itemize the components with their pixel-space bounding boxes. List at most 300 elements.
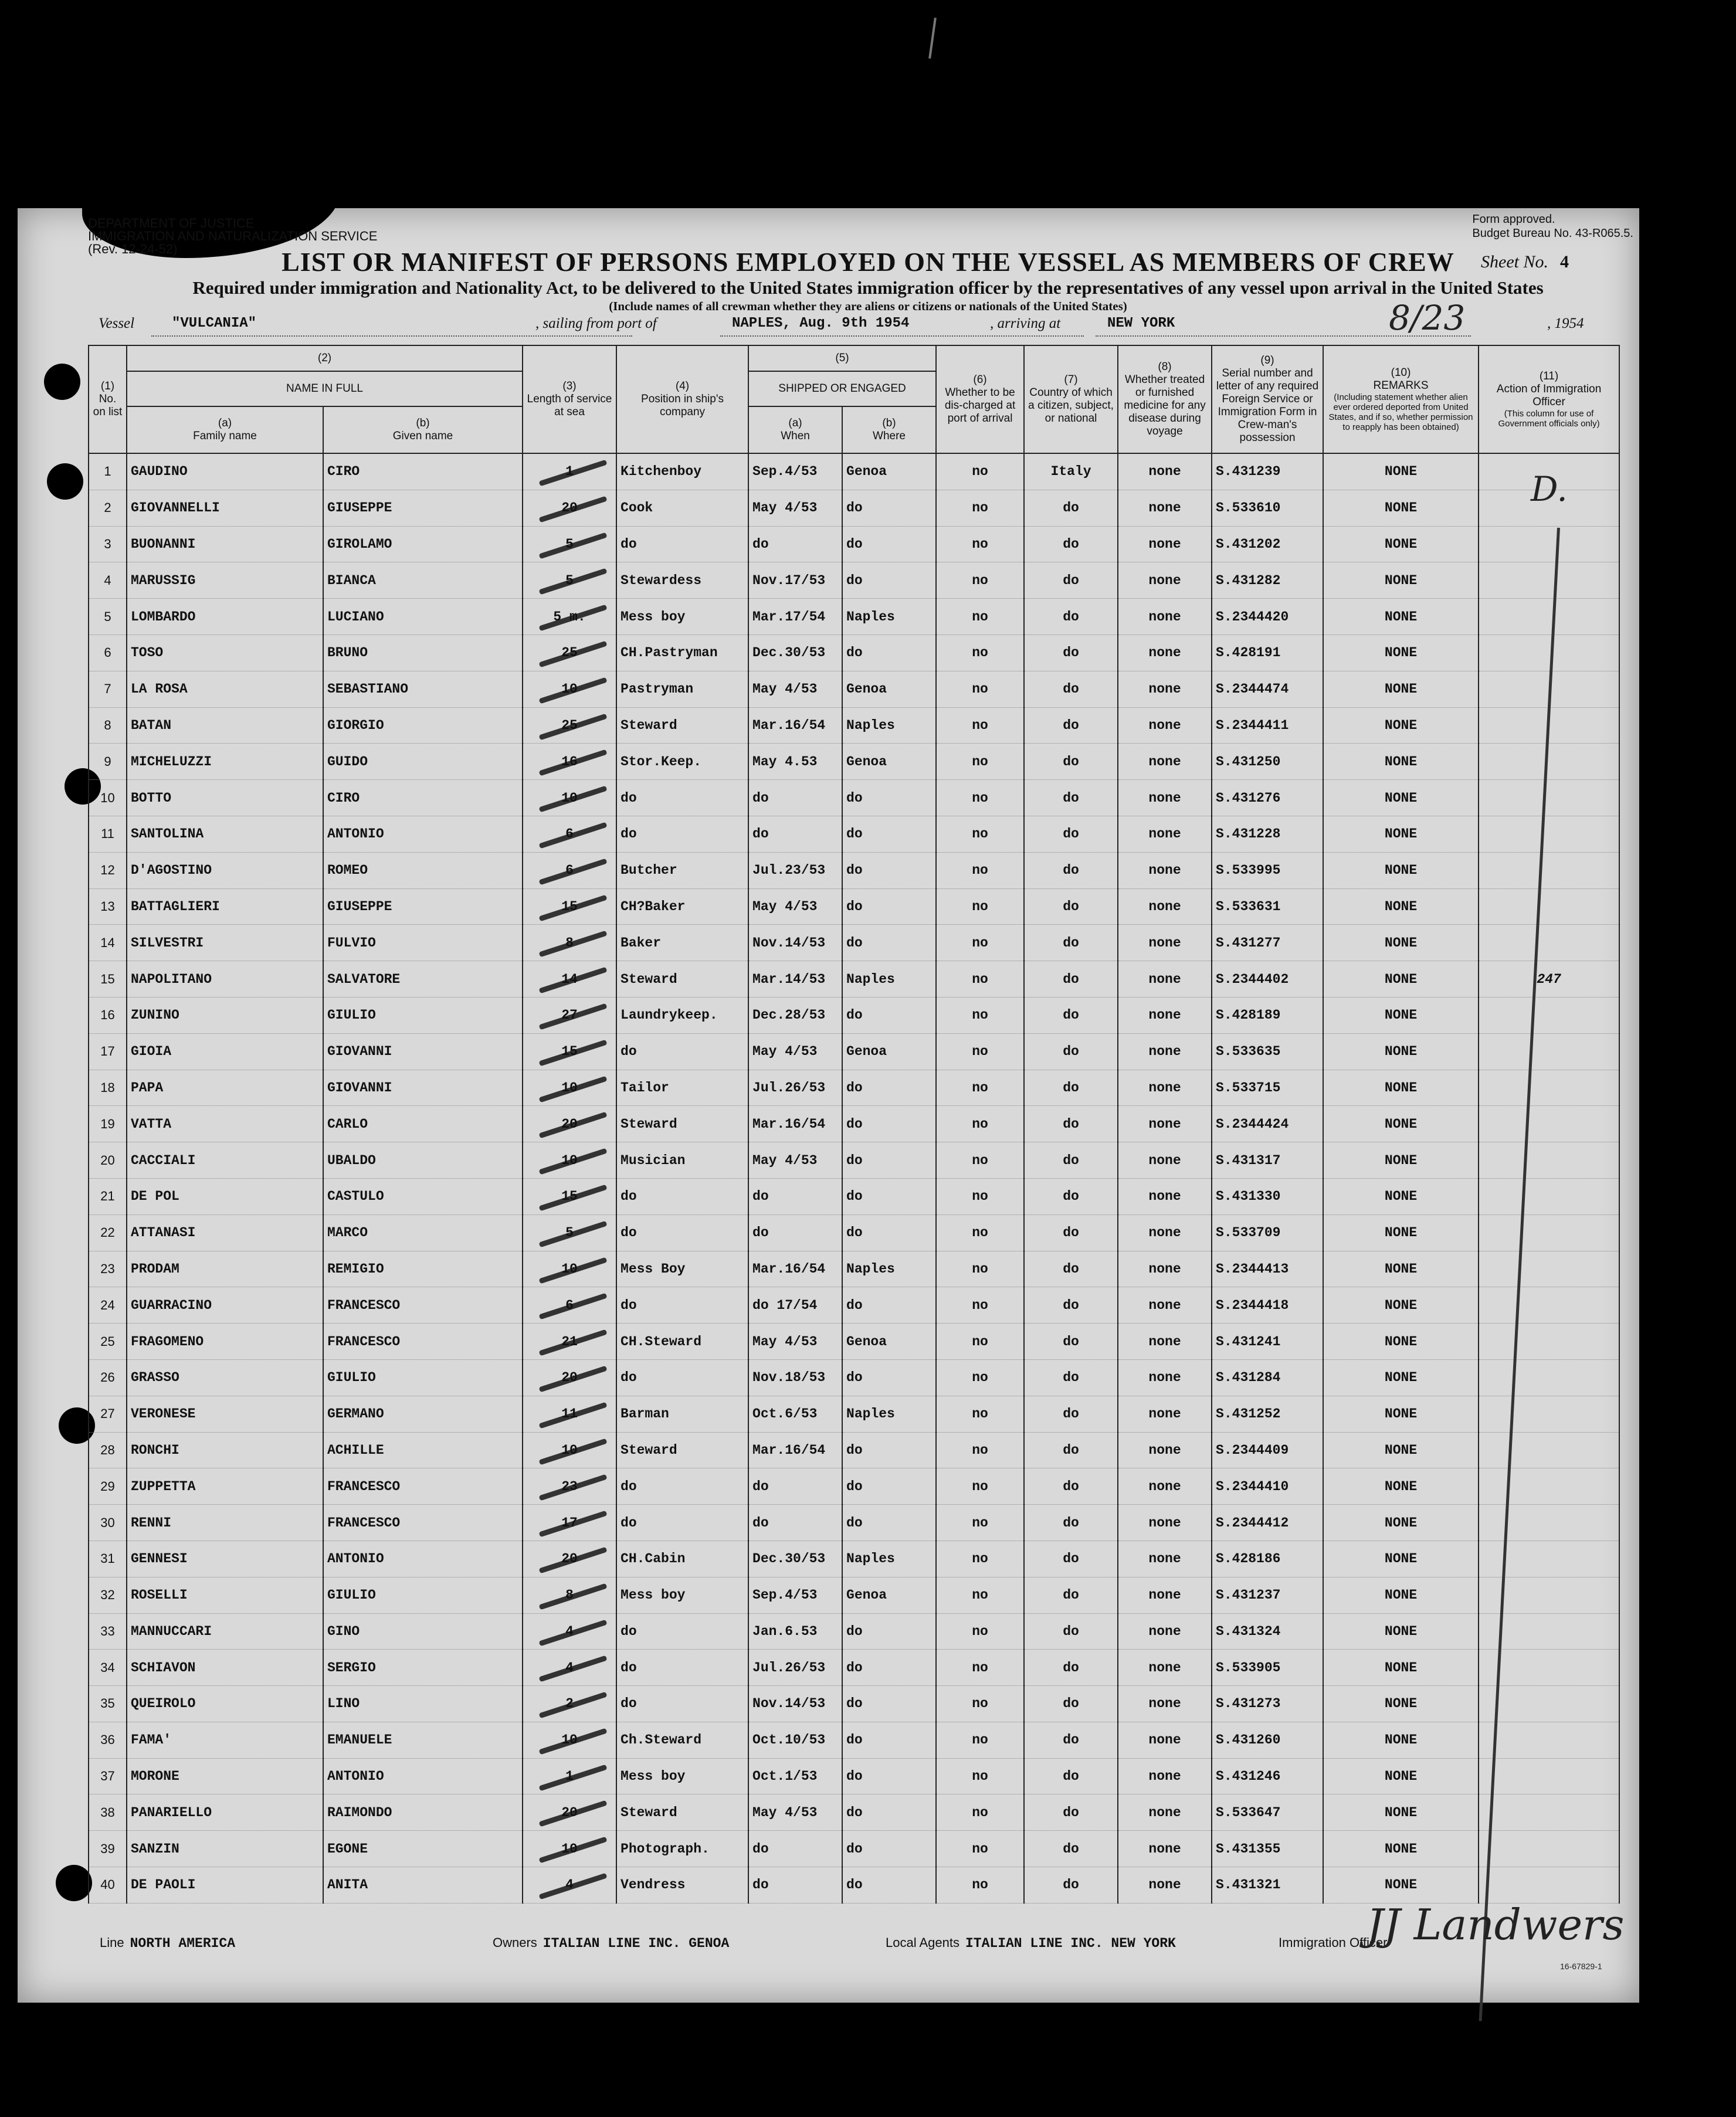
serial-number-cell: S.428186 [1212, 1541, 1323, 1577]
serial-number-cell: S.2344402 [1212, 961, 1323, 998]
immigration-action-cell [1479, 1758, 1619, 1794]
treated-cell: none [1118, 490, 1212, 526]
row-number-cell: 21 [89, 1178, 127, 1214]
crew-rows [89, 453, 1619, 1903]
shipped-when-cell: do [748, 1178, 842, 1214]
shipped-when-cell: Sep.4/53 [748, 453, 842, 490]
remarks-cell: NONE [1323, 1686, 1479, 1722]
service-value: 6 [565, 826, 574, 842]
position-cell: do [616, 526, 748, 562]
table-row [89, 816, 1619, 852]
immigration-action-cell [1479, 1106, 1619, 1142]
treated-cell: none [1118, 635, 1212, 671]
table-row [89, 1214, 1619, 1251]
discharged-cell: no [936, 1505, 1024, 1541]
col-action: (11) Action of Immigration Officer (This column for use of Government officials only) [1479, 345, 1619, 453]
shipped-where-cell: do [842, 526, 936, 562]
position-cell: Steward [616, 1106, 748, 1142]
position-cell: do [616, 1214, 748, 1251]
page-subnote: (Include names of all crewman whether they are aliens or citizens or nationals of the United States) [609, 299, 1127, 313]
table-row [89, 744, 1619, 780]
row-number-cell: 40 [89, 1867, 127, 1904]
discharged-cell: no [936, 997, 1024, 1033]
discharged-cell: no [936, 925, 1024, 961]
given-name-cell: GIORGIO [323, 707, 523, 744]
service-value: 6 [565, 1297, 574, 1313]
shipped-where-cell: do [842, 816, 936, 852]
position-cell: Cook [616, 490, 748, 526]
row-number-cell: 12 [89, 852, 127, 888]
shipped-where-cell: do [842, 1142, 936, 1179]
immigration-action-cell [1479, 635, 1619, 671]
immigration-action-cell [1479, 1324, 1619, 1360]
immigration-action-cell [1479, 1359, 1619, 1396]
service-length-cell [523, 707, 616, 744]
discharged-cell: no [936, 1070, 1024, 1106]
family-name-cell: RONCHI [127, 1432, 323, 1468]
country-cell: do [1024, 490, 1118, 526]
service-value: 10 [561, 1732, 578, 1748]
service-length-cell [523, 562, 616, 599]
remarks-cell: NONE [1323, 1070, 1479, 1106]
serial-number-cell: S.431252 [1212, 1396, 1323, 1432]
service-value: 1 [565, 1769, 574, 1784]
immigration-action-cell [1479, 1214, 1619, 1251]
position-cell: Steward [616, 961, 748, 998]
family-name-cell: MARUSSIG [127, 562, 323, 599]
service-length-cell [523, 453, 616, 490]
given-name-cell: FULVIO [323, 925, 523, 961]
shipped-when-cell: Mar.16/54 [748, 707, 842, 744]
immigration-action-cell [1479, 1867, 1619, 1904]
family-name-cell: SANZIN [127, 1831, 323, 1867]
table-row [89, 1722, 1619, 1758]
remarks-cell: NONE [1323, 744, 1479, 780]
shipped-where-cell: do [842, 1686, 936, 1722]
serial-number-cell: S.533635 [1212, 1033, 1323, 1070]
given-name-cell: CASTULO [323, 1178, 523, 1214]
shipped-where-cell: do [842, 1214, 936, 1251]
col-where: (b) Where [842, 406, 936, 453]
shipped-when-cell: Nov.18/53 [748, 1359, 842, 1396]
discharged-cell: no [936, 744, 1024, 780]
treated-cell: none [1118, 1794, 1212, 1831]
immigration-action-cell [1479, 1505, 1619, 1541]
family-name-cell: DE POL [127, 1178, 323, 1214]
row-number-cell: 11 [89, 816, 127, 852]
shipped-when-cell: Sep.4/53 [748, 1577, 842, 1613]
service-value: 4 [565, 1660, 574, 1675]
shipped-where-cell: do [842, 562, 936, 599]
country-cell: do [1024, 526, 1118, 562]
given-name-cell: GIROLAMO [323, 526, 523, 562]
shipped-when-cell: Mar.14/53 [748, 961, 842, 998]
shipped-when-cell: Nov.14/53 [748, 925, 842, 961]
table-row [89, 526, 1619, 562]
family-name-cell: PAPA [127, 1070, 323, 1106]
service-length-cell [523, 1178, 616, 1214]
position-cell: Ch.Steward [616, 1722, 748, 1758]
serial-number-cell: S.2344412 [1212, 1505, 1323, 1541]
row-number-cell: 28 [89, 1432, 127, 1468]
shipped-where-cell: do [842, 1070, 936, 1106]
immigration-action-cell [1479, 562, 1619, 599]
serial-number-cell: S.431276 [1212, 780, 1323, 816]
position-cell: do [616, 1178, 748, 1214]
service-value: 20 [561, 1116, 578, 1132]
position-cell: do [616, 780, 748, 816]
remarks-cell: NONE [1323, 1468, 1479, 1505]
immigration-action-cell [1479, 1831, 1619, 1867]
row-number-cell: 6 [89, 635, 127, 671]
serial-number-cell: S.431324 [1212, 1613, 1323, 1650]
family-name-cell: SANTOLINA [127, 816, 323, 852]
col-position: (4) Position in ship's company [616, 345, 748, 453]
shipped-when-cell: Oct.1/53 [748, 1758, 842, 1794]
shipped-when-cell: do [748, 1867, 842, 1904]
discharged-cell: no [936, 1650, 1024, 1686]
given-name-cell: GERMANO [323, 1396, 523, 1432]
given-name-cell: GIUSEPPE [323, 888, 523, 925]
country-cell: do [1024, 1142, 1118, 1179]
given-name-cell: MARCO [323, 1214, 523, 1251]
given-name-cell: ANITA [323, 1867, 523, 1904]
shipped-where-cell: do [842, 1432, 936, 1468]
shipped-when-cell: May 4/53 [748, 1033, 842, 1070]
treated-cell: none [1118, 1613, 1212, 1650]
country-cell: do [1024, 1324, 1118, 1360]
discharged-cell: no [936, 490, 1024, 526]
given-name-cell: FRANCESCO [323, 1287, 523, 1324]
position-cell: do [616, 816, 748, 852]
shipped-where-cell: do [842, 1468, 936, 1505]
serial-number-cell: S.533905 [1212, 1650, 1323, 1686]
country-cell: do [1024, 671, 1118, 707]
country-cell: do [1024, 1251, 1118, 1287]
remarks-cell: NONE [1323, 635, 1479, 671]
country-cell: do [1024, 1396, 1118, 1432]
given-name-cell: BRUNO [323, 635, 523, 671]
service-value: 10 [561, 790, 578, 806]
shipped-when-cell: Jul.26/53 [748, 1650, 842, 1686]
position-cell: Vendress [616, 1867, 748, 1904]
treated-cell: none [1118, 1468, 1212, 1505]
row-number-cell: 34 [89, 1650, 127, 1686]
position-cell: Pastryman [616, 671, 748, 707]
table-row [89, 1613, 1619, 1650]
remarks-cell: NONE [1323, 1758, 1479, 1794]
service-length-cell [523, 1758, 616, 1794]
service-length-cell [523, 1541, 616, 1577]
discharged-cell: no [936, 1359, 1024, 1396]
service-value: 20 [561, 1370, 578, 1386]
serial-number-cell: S.2344409 [1212, 1432, 1323, 1468]
service-value: 25 [561, 717, 578, 733]
service-value: 4 [565, 1623, 574, 1639]
footer-agents: Local Agents ITALIAN LINE INC. NEW YORK [886, 1935, 1176, 1951]
shipped-where-cell: do [842, 1722, 936, 1758]
position-cell: Musician [616, 1142, 748, 1179]
treated-cell: none [1118, 997, 1212, 1033]
row-number-cell: 10 [89, 780, 127, 816]
country-cell: do [1024, 707, 1118, 744]
row-number-cell: 8 [89, 707, 127, 744]
family-name-cell: MORONE [127, 1758, 323, 1794]
footer-officer-label: Immigration Officer [1279, 1935, 1388, 1950]
discharged-cell: no [936, 1722, 1024, 1758]
discharged-cell: no [936, 961, 1024, 998]
row-number-cell: 7 [89, 671, 127, 707]
shipped-where-cell: do [842, 1650, 936, 1686]
service-length-cell [523, 1324, 616, 1360]
country-cell: do [1024, 1831, 1118, 1867]
remarks-cell: NONE [1323, 1722, 1479, 1758]
service-length-cell [523, 1033, 616, 1070]
row-number-cell: 37 [89, 1758, 127, 1794]
discharged-cell: no [936, 1468, 1024, 1505]
row-number-cell: 13 [89, 888, 127, 925]
table-row [89, 1142, 1619, 1179]
remarks-cell: NONE [1323, 1106, 1479, 1142]
service-value: 14 [561, 971, 578, 987]
serial-number-cell: S.428189 [1212, 997, 1323, 1033]
family-name-cell: PANARIELLO [127, 1794, 323, 1831]
table-row [89, 1794, 1619, 1831]
family-name-cell: GRASSO [127, 1359, 323, 1396]
shipped-when-cell: May 4/53 [748, 1324, 842, 1360]
row-number-cell: 25 [89, 1324, 127, 1360]
position-cell: CH.Cabin [616, 1541, 748, 1577]
family-name-cell: FAMA' [127, 1722, 323, 1758]
country-cell: do [1024, 888, 1118, 925]
shipped-when-cell: Jan.6.53 [748, 1613, 842, 1650]
shipped-when-cell: Jul.26/53 [748, 1070, 842, 1106]
serial-number-cell: S.431246 [1212, 1758, 1323, 1794]
service-value: 10 [561, 1442, 578, 1458]
position-cell: do [616, 1613, 748, 1650]
shipped-when-cell: Dec.28/53 [748, 997, 842, 1033]
treated-cell: none [1118, 1178, 1212, 1214]
treated-cell: none [1118, 888, 1212, 925]
immigration-action-cell [1479, 1070, 1619, 1106]
immigration-action-cell [1479, 852, 1619, 888]
table-row [89, 1251, 1619, 1287]
given-name-cell: GIULIO [323, 1577, 523, 1613]
treated-cell: none [1118, 1831, 1212, 1867]
remarks-cell: NONE [1323, 599, 1479, 635]
serial-number-cell: S.431273 [1212, 1686, 1323, 1722]
shipped-where-cell: Naples [842, 1541, 936, 1577]
department-name: DEPARTMENT OF JUSTICE [88, 216, 255, 230]
country-cell: do [1024, 1214, 1118, 1251]
family-name-cell: ZUPPETTA [127, 1468, 323, 1505]
family-name-cell: PRODAM [127, 1251, 323, 1287]
country-cell: do [1024, 852, 1118, 888]
shipped-where-cell: do [842, 925, 936, 961]
service-length-cell [523, 1432, 616, 1468]
position-cell: Tailor [616, 1070, 748, 1106]
treated-cell: none [1118, 1722, 1212, 1758]
service-value: 15 [561, 1189, 578, 1205]
immigration-action-cell [1479, 526, 1619, 562]
remarks-cell: NONE [1323, 1505, 1479, 1541]
shipped-when-cell: Dec.30/53 [748, 635, 842, 671]
treated-cell: none [1118, 1324, 1212, 1360]
service-value: 20 [561, 1804, 578, 1820]
treated-cell: none [1118, 671, 1212, 707]
discharged-cell: no [936, 816, 1024, 852]
service-length-cell [523, 526, 616, 562]
shipped-when-cell: Nov.17/53 [748, 562, 842, 599]
discharged-cell: no [936, 1541, 1024, 1577]
given-name-cell: LINO [323, 1686, 523, 1722]
family-name-cell: BOTTO [127, 780, 323, 816]
service-value: 21 [561, 1334, 578, 1349]
punch-hole [47, 463, 83, 500]
row-number-cell: 1 [89, 453, 127, 490]
country-cell: do [1024, 1758, 1118, 1794]
serial-number-cell: S.2344420 [1212, 599, 1323, 635]
position-cell: Stewardess [616, 562, 748, 599]
table-row [89, 1324, 1619, 1360]
given-name-cell: GIULIO [323, 997, 523, 1033]
shipped-when-cell: May 4/53 [748, 1142, 842, 1179]
remarks-cell: NONE [1323, 1613, 1479, 1650]
discharged-cell: no [936, 1106, 1024, 1142]
treated-cell: none [1118, 1106, 1212, 1142]
family-name-cell: GENNESI [127, 1541, 323, 1577]
position-cell: do [616, 1650, 748, 1686]
remarks-cell: NONE [1323, 888, 1479, 925]
service-length-cell [523, 1577, 616, 1613]
remarks-cell: NONE [1323, 1214, 1479, 1251]
col-shipped-number: (5) [748, 345, 936, 371]
shipped-when-cell: Oct.6/53 [748, 1396, 842, 1432]
serial-number-cell: S.2344413 [1212, 1251, 1323, 1287]
country-cell: do [1024, 1468, 1118, 1505]
shipped-where-cell: Genoa [842, 744, 936, 780]
remarks-cell: NONE [1323, 671, 1479, 707]
remarks-cell: NONE [1323, 1033, 1479, 1070]
row-number-cell: 30 [89, 1505, 127, 1541]
given-name-cell: BIANCA [323, 562, 523, 599]
table-row [89, 1577, 1619, 1613]
country-cell: do [1024, 1505, 1118, 1541]
table-row [89, 1396, 1619, 1432]
given-name-cell: GIOVANNI [323, 1070, 523, 1106]
country-cell: do [1024, 744, 1118, 780]
given-name-cell: REMIGIO [323, 1251, 523, 1287]
family-name-cell: ATTANASI [127, 1214, 323, 1251]
serial-number-cell: S.2344411 [1212, 707, 1323, 744]
shipped-where-cell: Naples [842, 1396, 936, 1432]
sheet-number [1481, 252, 1569, 272]
row-number-cell: 18 [89, 1070, 127, 1106]
immigration-action-cell: 247 [1479, 961, 1619, 998]
family-name-cell: GIOVANNELLI [127, 490, 323, 526]
service-length-cell [523, 780, 616, 816]
remarks-cell: NONE [1323, 1794, 1479, 1831]
table-row [89, 671, 1619, 707]
serial-number-cell: S.428191 [1212, 635, 1323, 671]
discharged-cell: no [936, 707, 1024, 744]
shipped-where-cell: do [842, 1359, 936, 1396]
col-remarks: (10) REMARKS (Including statement whether alien ever ordered deported from United States, and if so, whether permission to reapply has been obtained) [1323, 345, 1479, 453]
country-cell: do [1024, 816, 1118, 852]
discharged-cell: no [936, 453, 1024, 490]
position-cell: Photograph. [616, 1831, 748, 1867]
col-shipped: SHIPPED OR ENGAGED [748, 371, 936, 406]
given-name-cell: LUCIANO [323, 599, 523, 635]
treated-cell: none [1118, 562, 1212, 599]
country-cell: do [1024, 1106, 1118, 1142]
row-number-cell: 3 [89, 526, 127, 562]
discharged-cell: no [936, 599, 1024, 635]
given-name-cell: SALVATORE [323, 961, 523, 998]
arriving-at: NEW YORK [1107, 315, 1175, 331]
shipped-where-cell: do [842, 1758, 936, 1794]
discharged-cell: no [936, 1867, 1024, 1904]
given-name-cell: CIRO [323, 453, 523, 490]
shipped-when-cell: Mar.16/54 [748, 1432, 842, 1468]
position-cell: Barman [616, 1396, 748, 1432]
family-name-cell: D'AGOSTINO [127, 852, 323, 888]
immigration-action-cell [1479, 1178, 1619, 1214]
given-name-cell: FRANCESCO [323, 1468, 523, 1505]
service-length-cell [523, 744, 616, 780]
service-value: 20 [561, 1551, 578, 1567]
position-cell: do [616, 1359, 748, 1396]
position-cell: Baker [616, 925, 748, 961]
service-value: 8 [565, 935, 574, 951]
position-cell: Steward [616, 707, 748, 744]
discharged-cell: no [936, 1686, 1024, 1722]
given-name-cell: GUIDO [323, 744, 523, 780]
shipped-when-cell: Dec.30/53 [748, 1541, 842, 1577]
shipped-where-cell: do [842, 1831, 936, 1867]
country-cell: do [1024, 1287, 1118, 1324]
immigration-action-cell [1479, 1722, 1619, 1758]
treated-cell: none [1118, 1251, 1212, 1287]
service-length-cell [523, 635, 616, 671]
shipped-when-cell: May 4.53 [748, 744, 842, 780]
position-cell: do [616, 1686, 748, 1722]
shipped-where-cell: Genoa [842, 1033, 936, 1070]
service-length-cell [523, 1794, 616, 1831]
serial-number-cell: S.2344424 [1212, 1106, 1323, 1142]
serial-number-cell: S.431282 [1212, 562, 1323, 599]
family-name-cell: SCHIAVON [127, 1650, 323, 1686]
service-length-cell [523, 599, 616, 635]
given-name-cell: SEBASTIANO [323, 671, 523, 707]
table-row [89, 453, 1619, 490]
service-length-cell [523, 1722, 616, 1758]
col-service: (3) Length of service at sea [523, 345, 616, 453]
page-subtitle: Required under immigration and Nationality Act, to be delivered to the United States immigration officer by the representatives of any vessel upon arrival in the United States [192, 277, 1544, 298]
table-row [89, 1287, 1619, 1324]
service-value: 5 [565, 536, 574, 552]
row-number-cell: 39 [89, 1831, 127, 1867]
immigration-action-cell [1479, 1142, 1619, 1179]
page-title: LIST OR MANIFEST OF PERSONS EMPLOYED ON THE VESSEL AS MEMBERS OF CREW [282, 247, 1454, 277]
remarks-cell: NONE [1323, 1867, 1479, 1904]
discharged-cell: no [936, 526, 1024, 562]
remarks-cell: NONE [1323, 490, 1479, 526]
position-cell: Steward [616, 1432, 748, 1468]
service-length-cell [523, 1070, 616, 1106]
country-cell: do [1024, 961, 1118, 998]
service-value: 15 [561, 898, 578, 914]
